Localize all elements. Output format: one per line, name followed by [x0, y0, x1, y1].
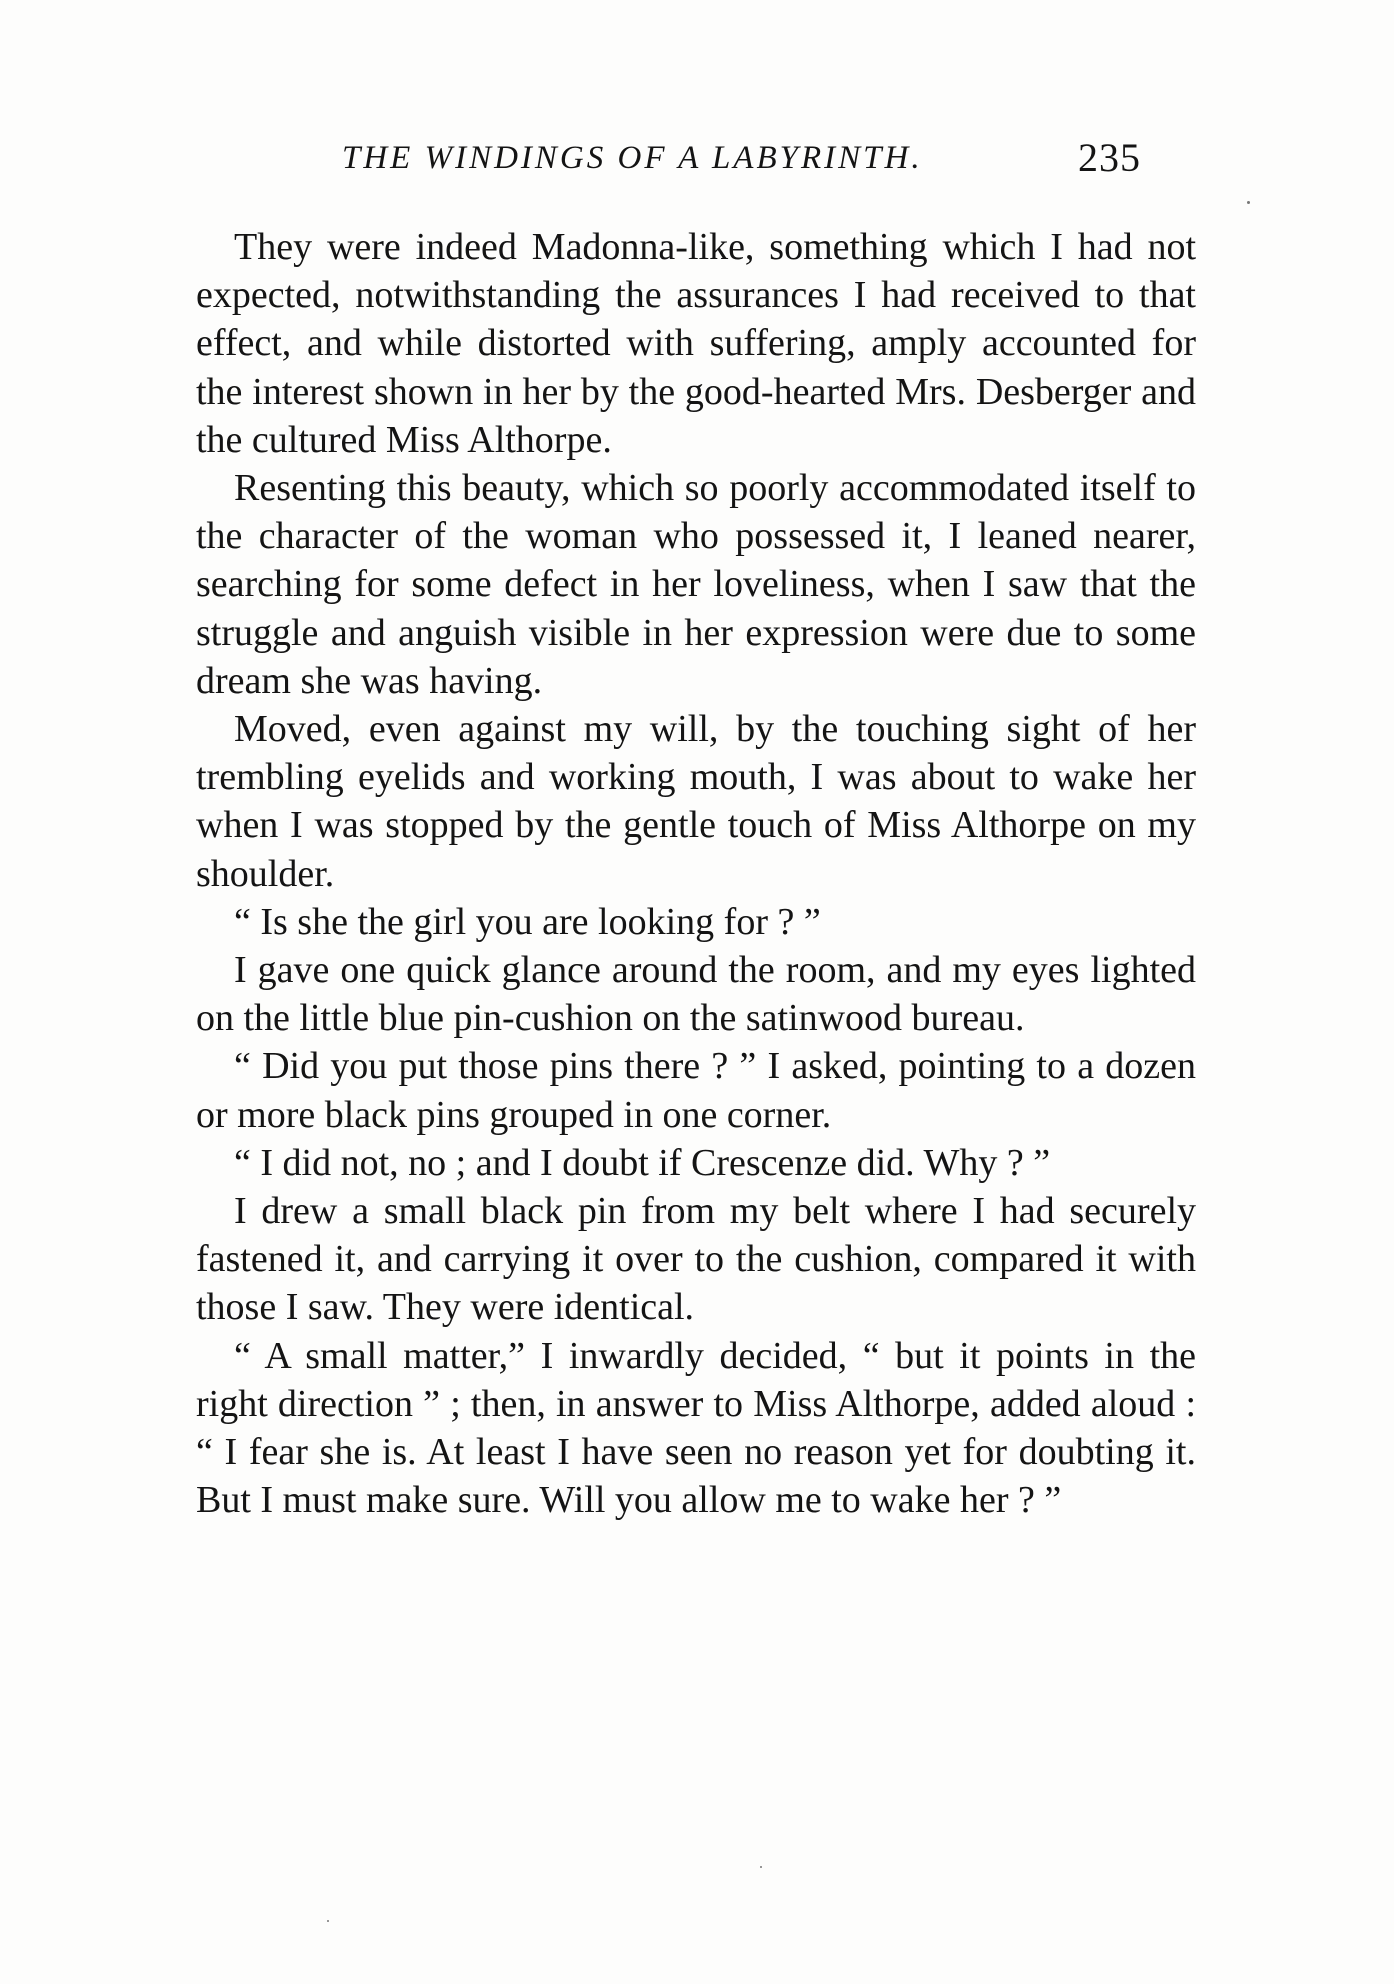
paragraph: They were indeed Madonna-like, something which I had not expected, notwithstanding the assurances I had received to that effect, and while distorted with suffering, amply accounted for the interest shown in her by the good-hearted Mrs. Desberger and the cultured Miss Althorpe.	[196, 226, 1196, 461]
ink-speck	[760, 1866, 762, 1868]
paragraph: I gave one quick glance around the room, and my eyes lighted on the little blue pin-cushion on the satinwood bureau.	[196, 949, 1196, 1040]
running-head	[196, 134, 1196, 194]
page-number: 235	[1078, 135, 1141, 180]
running-title: THE WINDINGS OF A LABYRINTH.	[342, 140, 923, 176]
ink-speck	[1247, 201, 1250, 204]
paragraph: “ I did not, no ; and I doubt if Crescenze did. Why ? ”	[234, 1141, 1051, 1184]
paragraph: I drew a small black pin from my belt where I had securely fastened it, and carrying it over to the cushion, compared it with those I saw. They were identical.	[196, 1190, 1196, 1329]
body-text	[196, 223, 1196, 1524]
paragraph: “ Did you put those pins there ? ” I asked, pointing to a dozen or more black pins grouped in one corner.	[196, 1045, 1196, 1136]
paragraph: Moved, even against my will, by the touching sight of her trembling eyelids and working mouth, I was about to wake her when I was stopped by the gentle touch of Miss Althorpe on my shoulder.	[196, 708, 1196, 895]
ink-speck	[327, 1920, 329, 1922]
paragraph: Resenting this beauty, which so poorly accommodated itself to the character of the woman who possessed it, I leaned nearer, searching for some defect in her loveliness, when I saw that the struggle and anguish visible in her expression were due to some dream she was having.	[196, 467, 1196, 702]
paragraph: “ Is she the girl you are looking for ? ”	[234, 900, 821, 943]
paragraph: “ A small matter,” I inwardly decided, “ but it points in the right direction ” ; then, in answer to Miss Althorpe, added aloud : “ I fear she is. At least I have seen no reason yet for doubting it. But I must make sure. Will you allow me to wake her ? ”	[196, 1334, 1196, 1522]
